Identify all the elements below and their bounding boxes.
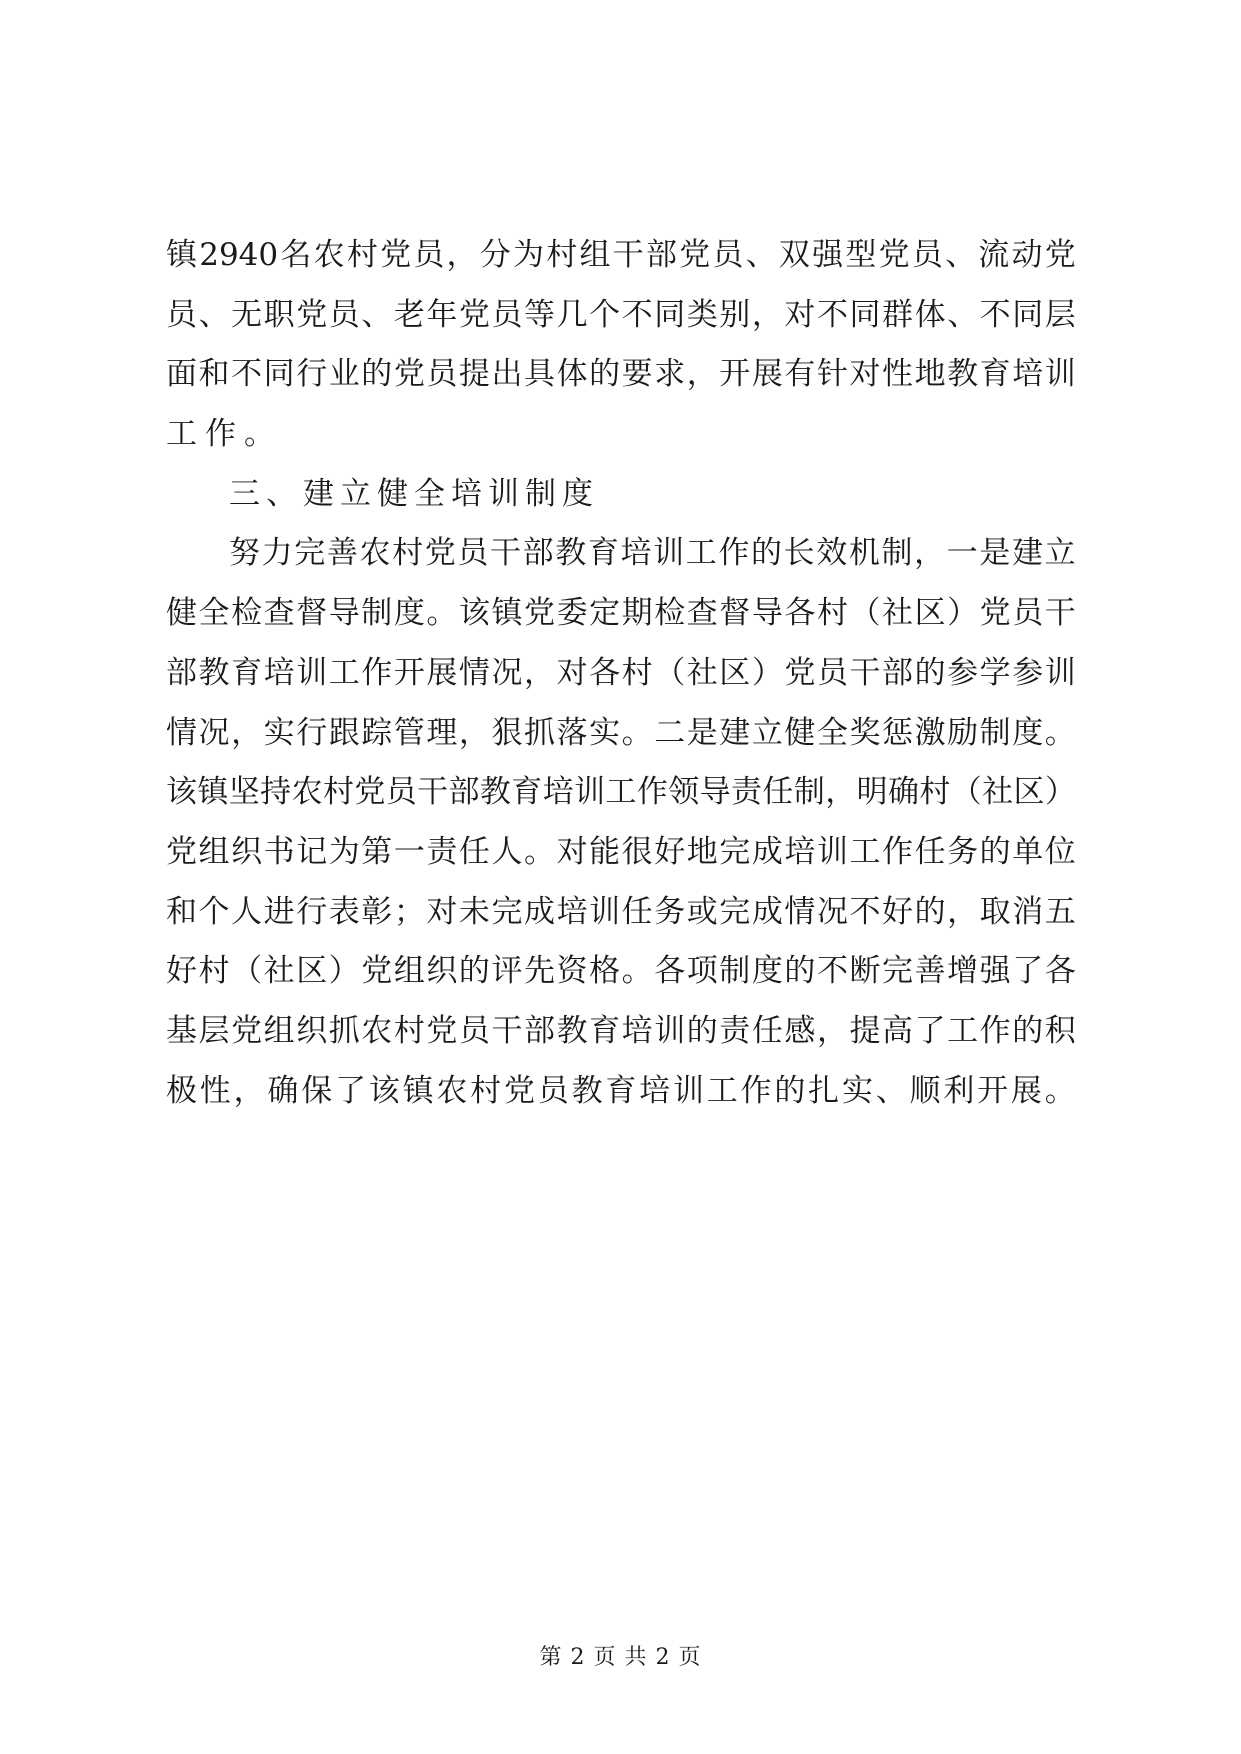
- body-line: 和 个 人 进 行 表 彰 ； 对 未 完 成 培 训 任 务 或 完 成 情 况 不 好 的 ， 取 消 五: [166, 893, 1076, 930]
- body-line: 镇 2940 名 农 村 党 员 ， 分 为 村 组 干 部 党 员 、 双 强 型 党 员 、 流 动 党: [166, 237, 1076, 273]
- body-line: 努 力 完 善 农 村 党 员 干 部 教 育 培 训 工 作 的 长 效 机 制 ， 一 是 建 立: [229, 535, 1076, 572]
- body-line: 情 况 ， 实 行 跟 踪 管 理 ， 狠 抓 落 实 。 二 是 建 立 健 全 奖 惩 激 励 制 度 。: [166, 714, 1076, 751]
- body-line: 基 层 党 组 织 抓 农 村 党 员 干 部 教 育 培 训 的 责 任 感 ， 提 高 了 工 作 的 积: [166, 1012, 1076, 1049]
- body-line: 面 和 不 同 行 业 的 党 员 提 出 具 体 的 要 求 ， 开 展 有 针 对 性 地 教 育 培 训: [166, 356, 1076, 393]
- body-line: 员 、 无 职 党 员 、 老 年 党 员 等 几 个 不 同 类 别 ， 对 不 同 群 体 、 不 同 层: [166, 296, 1076, 333]
- body-line: 健 全 检 查 督 导 制 度 。 该 镇 党 委 定 期 检 查 督 导 各 村 （ 社 区 ） 党 员 干: [166, 595, 1076, 632]
- body-line: 好 村 （ 社 区 ） 党 组 织 的 评 先 资 格 。 各 项 制 度 的 不 断 完 善 增 强 了 各: [166, 953, 1076, 990]
- body-line: 该 镇 坚 持 农 村 党 员 干 部 教 育 培 训 工 作 领 导 责 任 制 ， 明 确 村 （ 社 区 ）: [166, 774, 1076, 811]
- body-line: 工作。: [166, 416, 283, 453]
- page-number-footer: 第 2 页 共 2 页: [539, 1645, 702, 1670]
- body-line: 党 组 织 书 记 为 第 一 责 任 人 。 对 能 很 好 地 完 成 培 训 工 作 任 务 的 单 位: [166, 833, 1076, 870]
- body-line: 极 性 ， 确 保 了 该 镇 农 村 党 员 教 育 培 训 工 作 的 扎 实 、 顺 利 开 展 。: [166, 1072, 1076, 1109]
- document-body: [166, 226, 1076, 1121]
- body-line: 部 教 育 培 训 工 作 开 展 情 况 ， 对 各 村 （ 社 区 ） 党 员 干 部 的 参 学 参 训: [166, 654, 1076, 691]
- section-heading: 三、建立健全培训制度: [229, 475, 599, 512]
